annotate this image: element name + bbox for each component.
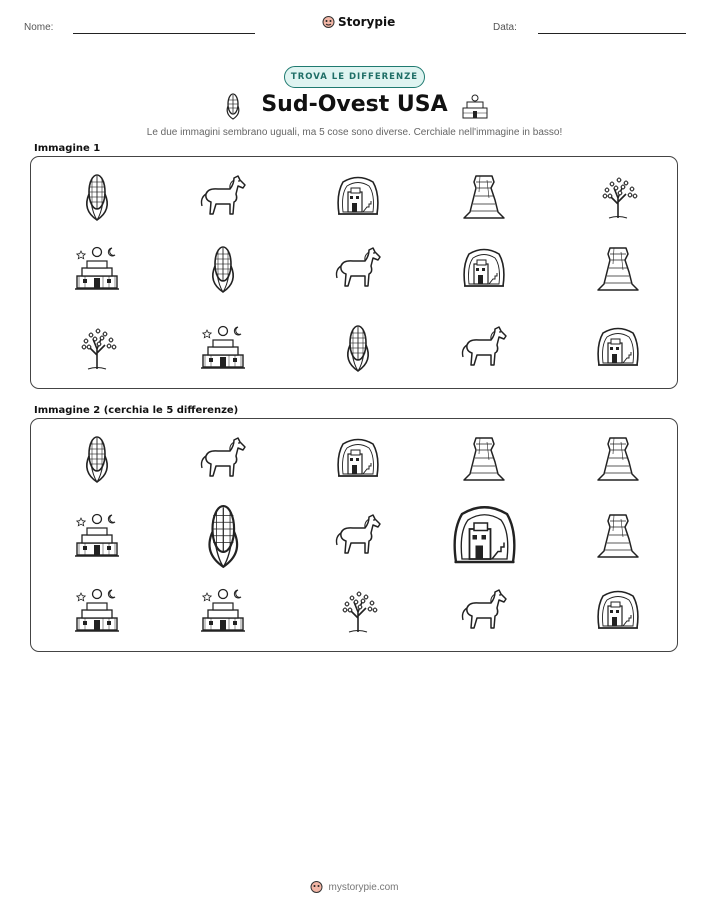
name-label: Nome:: [24, 22, 54, 33]
cliff-dwelling-icon[interactable]: [450, 502, 519, 571]
pueblo-icon[interactable]: [199, 325, 247, 371]
corn-icon[interactable]: [199, 502, 248, 570]
header: [0, 14, 709, 44]
mesa-icon[interactable]: [462, 434, 506, 484]
corn-icon[interactable]: [340, 323, 376, 373]
cliff-dwelling-icon[interactable]: [335, 436, 381, 482]
mesa-icon[interactable]: [462, 172, 506, 222]
storypie-mascot-icon: [310, 880, 323, 894]
corn-icon: [222, 92, 244, 120]
instructions: Le due immagini sembrano uguali, ma 5 cose sono diverse. Cerchiale nell'immagine in basso!: [146, 127, 563, 138]
horse-icon[interactable]: [198, 436, 248, 482]
picture1-label: Immagine 1: [34, 143, 101, 154]
pueblo-icon[interactable]: [73, 513, 121, 559]
mesa-icon[interactable]: [596, 511, 640, 561]
tree-icon[interactable]: [597, 174, 639, 220]
storypie-mascot-icon: [322, 15, 335, 29]
date-label: Data:: [493, 22, 517, 33]
picture2-label: Immagine 2 (cerchia le 5 differenze): [34, 405, 239, 416]
corn-icon[interactable]: [205, 244, 241, 294]
mesa-icon[interactable]: [596, 244, 640, 294]
cliff-dwelling-icon[interactable]: [335, 174, 381, 220]
cliff-dwelling-icon[interactable]: [461, 246, 507, 292]
tree-icon[interactable]: [76, 325, 118, 371]
brand-name: Storypie: [338, 15, 396, 29]
horse-icon[interactable]: [333, 246, 383, 292]
picture1-panel[interactable]: [30, 156, 678, 389]
cliff-dwelling-icon[interactable]: [595, 325, 641, 371]
tree-icon[interactable]: [337, 588, 379, 634]
pueblo-icon: [461, 94, 489, 120]
corn-icon[interactable]: [79, 434, 115, 484]
brand-logo: [322, 15, 395, 29]
cliff-dwelling-icon[interactable]: [595, 588, 641, 634]
corn-icon[interactable]: [79, 172, 115, 222]
pueblo-icon[interactable]: [73, 588, 121, 634]
mesa-icon[interactable]: [596, 434, 640, 484]
footer: [0, 880, 709, 894]
horse-icon[interactable]: [459, 325, 509, 371]
horse-icon[interactable]: [459, 588, 509, 634]
footer-url: mystorypie.com: [328, 881, 399, 893]
pueblo-icon[interactable]: [199, 588, 247, 634]
name-line[interactable]: [73, 33, 255, 34]
horse-icon[interactable]: [333, 513, 383, 559]
date-line[interactable]: [538, 33, 686, 34]
picture2-panel[interactable]: [30, 418, 678, 652]
page-title: Sud-Ovest USA: [261, 92, 448, 117]
activity-badge: TROVA LE DIFFERENZE: [284, 66, 425, 88]
pueblo-icon[interactable]: [73, 246, 121, 292]
horse-icon[interactable]: [198, 174, 248, 220]
